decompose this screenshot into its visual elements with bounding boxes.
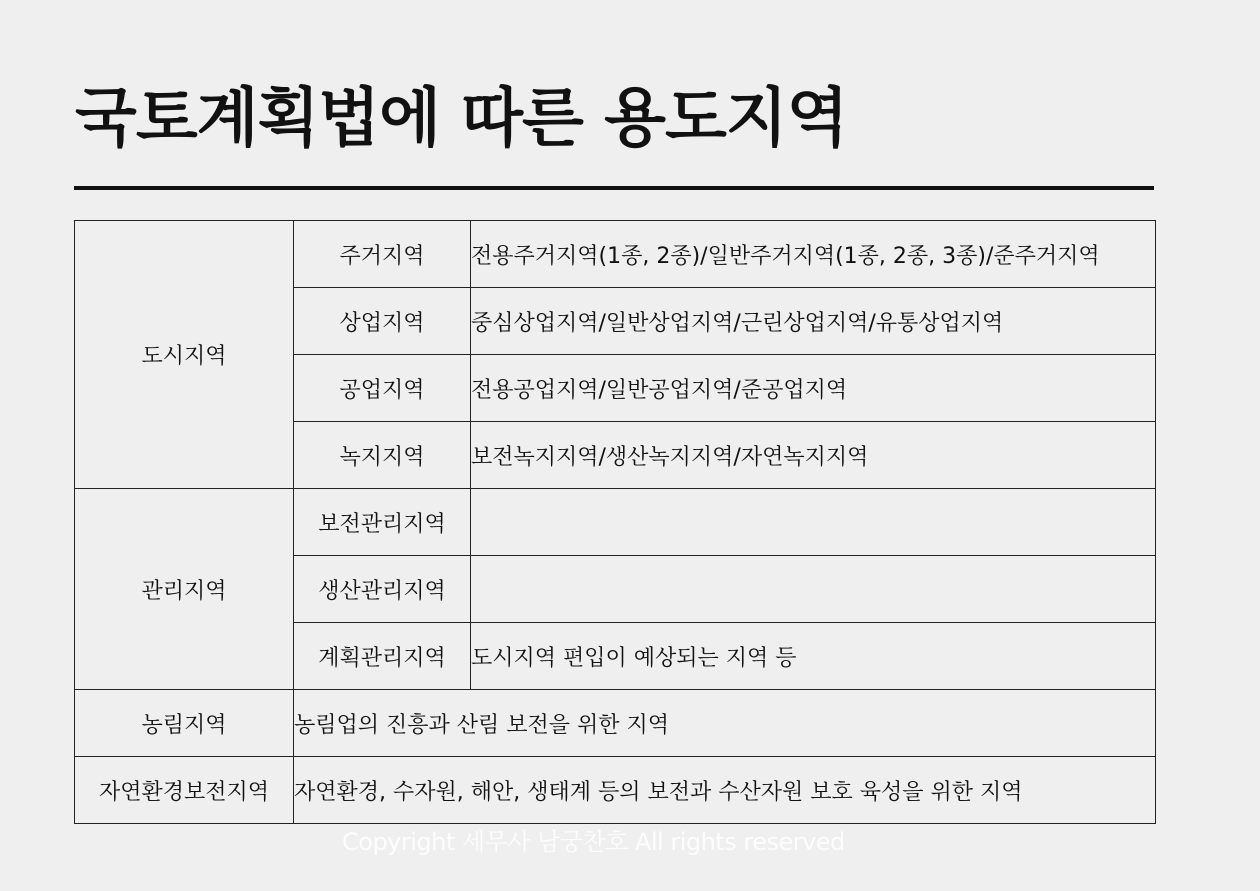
- title-divider: [74, 186, 1154, 190]
- table-row: [75, 690, 1156, 757]
- copyright-watermark: Copyright 세무사 남궁찬호 All rights reserved: [342, 828, 845, 856]
- subzone-description: 전용공업지역/일반공업지역/준공업지역: [471, 355, 1156, 422]
- table-row: [75, 221, 1156, 288]
- subzone-description: [471, 489, 1156, 556]
- page-title: 국토계획법에 따른 용도지역: [75, 82, 848, 156]
- zone-category-agriculture: 농림지역: [75, 690, 294, 757]
- subzone-description: 전용주거지역(1종, 2종)/일반주거지역(1종, 2종, 3종)/준주거지역: [471, 221, 1156, 288]
- zone-category-urban: 도시지역: [75, 221, 294, 489]
- subzone-label: 보전관리지역: [294, 489, 471, 556]
- subzone-label: 상업지역: [294, 288, 471, 355]
- zoning-table: [74, 220, 1156, 824]
- zone-category-nature: 자연환경보전지역: [75, 757, 294, 824]
- subzone-label: 생산관리지역: [294, 556, 471, 623]
- table-row: [75, 757, 1156, 824]
- zone-category-management: 관리지역: [75, 489, 294, 690]
- subzone-label: 계획관리지역: [294, 623, 471, 690]
- subzone-description: 보전녹지지역/생산녹지지역/자연녹지지역: [471, 422, 1156, 489]
- zone-description: 자연환경, 수자원, 해안, 생태계 등의 보전과 수산자원 보호 육성을 위한 지역: [294, 757, 1156, 824]
- table-row: [75, 489, 1156, 556]
- zone-description: 농림업의 진흥과 산림 보전을 위한 지역: [294, 690, 1156, 757]
- subzone-label: 주거지역: [294, 221, 471, 288]
- subzone-label: 녹지지역: [294, 422, 471, 489]
- subzone-description: 중심상업지역/일반상업지역/근린상업지역/유통상업지역: [471, 288, 1156, 355]
- subzone-label: 공업지역: [294, 355, 471, 422]
- subzone-description: 도시지역 편입이 예상되는 지역 등: [471, 623, 1156, 690]
- subzone-description: [471, 556, 1156, 623]
